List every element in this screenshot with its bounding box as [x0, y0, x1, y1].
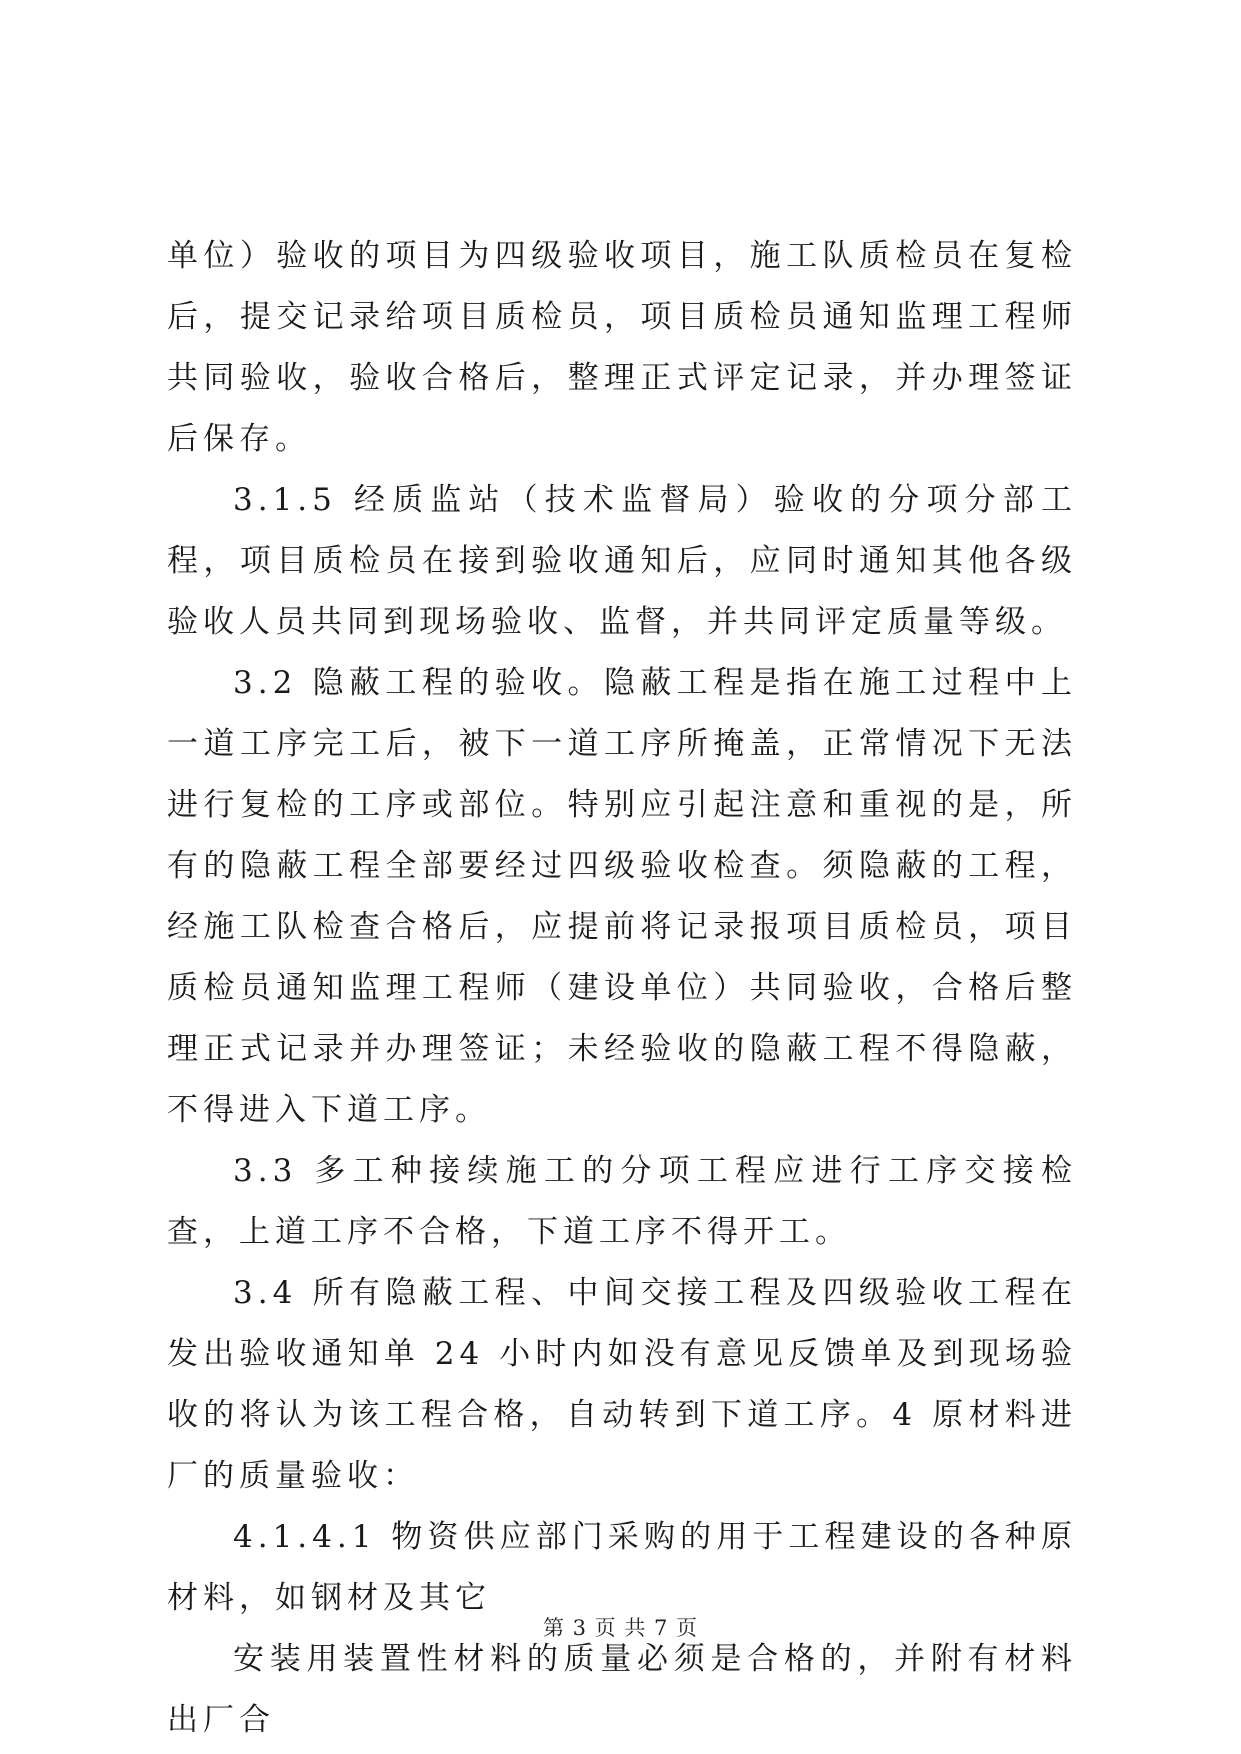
paragraph-6: 4.1.4.1 物资供应部门采购的用于工程建设的各种原材料，如钢材及其它: [167, 1519, 1077, 1616]
paragraph-5: 3.4 所有隐蔽工程、中间交接工程及四级验收工程在发出验收通知单 24 小时内如没有意见反馈单及到现场验收的将认为该工程合格，自动转到下道工序。4 原材料进厂的质量验收：: [167, 1275, 1077, 1494]
page-footer: 第 3 页 共 7 页: [542, 1616, 699, 1640]
paragraph-4: 3.3 多工种接续施工的分项工程应进行工序交接检查，上道工序不合格，下道工序不得开工。: [167, 1153, 1077, 1250]
paragraph-2: 3.1.5 经质监站（技术监督局）验收的分项分部工程，项目质检员在接到验收通知后，应同时通知其他各级验收人员共同到现场验收、监督，并共同评定质量等级。: [167, 482, 1077, 640]
paragraph-7: 安装用装置性材料的质量必须是合格的，并附有材料出厂合: [167, 1641, 1077, 1738]
paragraph-3: 3.2 隐蔽工程的验收。隐蔽工程是指在施工过程中上一道工序完工后，被下一道工序所掩盖，正常情况下无法进行复检的工序或部位。特别应引起注意和重视的是，所有的隐蔽工程全部要经过四级验收检查。须隐蔽的工程，经施工队检查合格后，应提前将记录报项目质检员，项目质检员通知监理工程师（建设单位）共同验收，合格后整理正式记录并办理签证；未经验收的隐蔽工程不得隐蔽，不得进入下道工序。: [167, 665, 1077, 1128]
paragraph-1: 单位）验收的项目为四级验收项目，施工队质检员在复检后，提交记录给项目质检员，项目质检员通知监理工程师共同验收，验收合格后，整理正式评定记录，并办理签证后保存。: [167, 238, 1077, 457]
document-body: [167, 226, 1077, 1751]
